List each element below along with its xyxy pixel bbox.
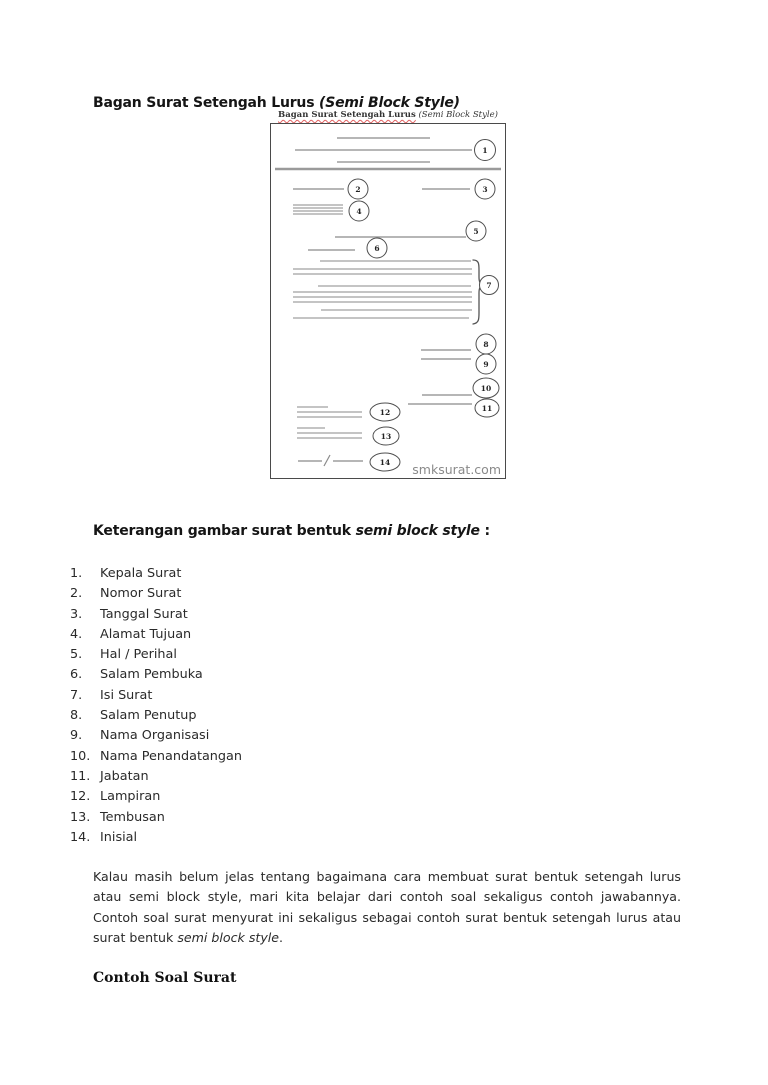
list-item [70, 808, 242, 828]
callout-13-num: 13 [380, 432, 392, 441]
list-item [70, 564, 242, 584]
paragraph-suffix: . [279, 930, 284, 946]
callout-12-num: 12 [379, 408, 391, 417]
list-item [70, 706, 242, 726]
list-item-label: Tanggal Surat [100, 606, 188, 622]
legend-heading-suffix: : [479, 523, 490, 539]
figure-caption-underlined: Bagan Surat Setengah Lurus [278, 110, 416, 120]
list-item [70, 665, 242, 685]
list-item-number: 11. [70, 768, 91, 784]
legend-heading-main: Keterangan gambar surat bentuk [93, 523, 356, 539]
watermark-text: smksurat.com [412, 462, 501, 477]
list-item-number: 12. [70, 789, 91, 805]
list-item-number: 6. [70, 667, 83, 683]
body-paragraph [93, 867, 681, 949]
list-item-label: Salam Pembuka [100, 667, 203, 683]
list-item [70, 726, 242, 746]
list-item-number: 3. [70, 606, 83, 622]
legend-list [70, 564, 242, 848]
callout-6-num: 6 [374, 244, 380, 253]
list-item-label: Isi Surat [100, 687, 153, 703]
list-item-number: 9. [70, 728, 83, 744]
list-item-label: Hal / Perihal [100, 647, 177, 663]
list-item [70, 787, 242, 807]
page-title [93, 95, 460, 111]
page-title-italic: (Semi Block Style) [319, 95, 460, 111]
list-item [70, 625, 242, 645]
list-item-label: Jabatan [100, 768, 149, 784]
list-item [70, 767, 242, 787]
legend-heading [93, 523, 490, 539]
list-item-label: Lampiran [100, 789, 161, 805]
callout-5-num: 5 [473, 227, 479, 236]
list-item-number: 14. [70, 829, 91, 845]
semi-block-diagram [270, 123, 506, 479]
list-item-number: 8. [70, 708, 83, 724]
list-item-label: Tembusan [100, 809, 165, 825]
figure-caption-italic: (Semi Block Style) [415, 110, 498, 120]
list-item-number: 4. [70, 626, 83, 642]
callout-7-num: 7 [486, 281, 492, 290]
list-item-label: Nomor Surat [100, 586, 182, 602]
callout-11-num: 11 [481, 404, 493, 413]
diagram-border [271, 124, 506, 479]
callout-2-num: 2 [355, 185, 361, 194]
paragraph-italic: semi block style [177, 930, 280, 946]
list-item [70, 686, 242, 706]
list-item-number: 7. [70, 687, 83, 703]
list-item-number: 5. [70, 647, 83, 663]
list-item-label: Inisial [100, 829, 138, 845]
page-title-main: Bagan Surat Setengah Lurus [93, 95, 320, 111]
list-item-number: 1. [70, 566, 83, 581]
list-item [70, 747, 242, 767]
footer-heading: Contoh Soal Surat [93, 970, 237, 986]
callout-4-num: 4 [356, 207, 362, 216]
list-item-label: Nama Penandatangan [100, 748, 242, 764]
list-item [70, 584, 242, 604]
list-item-label: Kepala Surat [100, 566, 182, 581]
callout-9-num: 9 [483, 360, 489, 369]
callout-14-num: 14 [379, 458, 391, 467]
list-item-label: Salam Penutup [100, 708, 197, 724]
list-item-number: 10. [70, 748, 91, 764]
list-item [70, 645, 242, 665]
list-item-label: Nama Organisasi [100, 728, 210, 744]
callout-3-num: 3 [482, 185, 488, 194]
letter-diagram-figure [270, 110, 506, 479]
list-item-number: 2. [70, 586, 83, 602]
legend-heading-italic: semi block style [355, 523, 480, 539]
list-item [70, 828, 242, 848]
list-item-label: Alamat Tujuan [100, 626, 192, 642]
paragraph-text: Kalau masih belum jelas tentang bagaimana cara membuat surat bentuk setengah lurus atau semi block style, mari kita belajar dari contoh soal sekaligus contoh jawabannya. Contoh soal surat menyurat ini sekaligus sebagai contoh surat bentuk setengah lurus atau surat bentuk [93, 869, 681, 946]
callout-1-num: 1 [482, 146, 488, 155]
list-item [70, 605, 242, 625]
figure-caption [270, 110, 506, 120]
list-item-number: 13. [70, 809, 91, 825]
callout-8-num: 8 [483, 340, 489, 349]
callout-10-num: 10 [480, 384, 492, 393]
